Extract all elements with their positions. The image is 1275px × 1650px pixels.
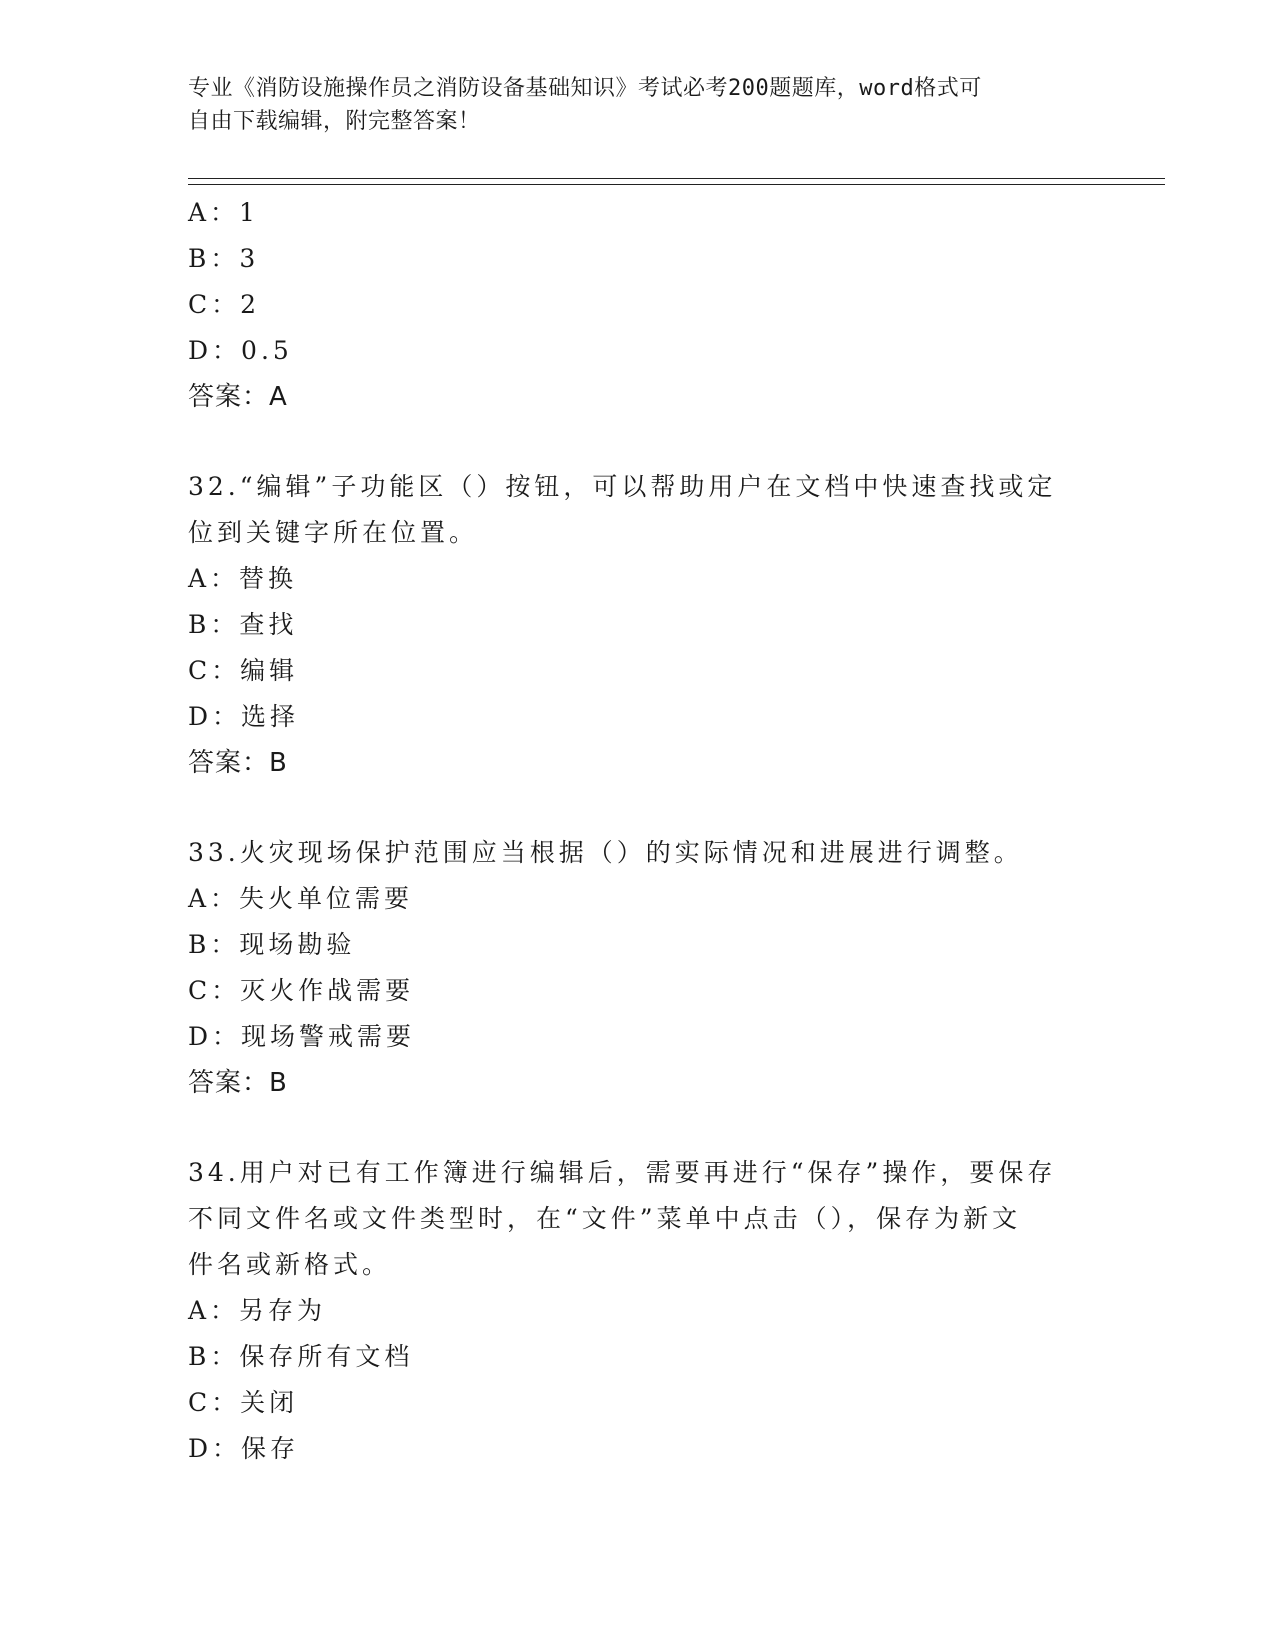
header-line-1: 专业《消防设施操作员之消防设备基础知识》考试必考200题题库，word格式可 [188, 76, 982, 101]
document-body [188, 190, 1088, 1472]
option-c: C：2 [188, 290, 261, 319]
question-31 [188, 190, 1088, 420]
answer: 答案：B [188, 1068, 288, 1098]
header-line-2: 自由下载编辑，附完整答案！ [188, 109, 481, 134]
option-b: B：查找 [188, 610, 298, 639]
header-divider-bottom [188, 184, 1165, 185]
question-32 [188, 464, 1088, 786]
option-c: C：编辑 [188, 656, 299, 685]
option-d: D：现场警戒需要 [188, 1022, 416, 1051]
option-c: C：灭火作战需要 [188, 976, 415, 1005]
question-stem-line: 33.火灾现场保护范围应当根据（）的实际情况和进展进行调整。 [188, 838, 1023, 867]
option-d: D：选择 [188, 702, 300, 731]
question-stem-line: 不同文件名或文件类型时，在“文件”菜单中点击（），保存为新文 [188, 1204, 1022, 1233]
option-b: B：保存所有文档 [188, 1342, 414, 1371]
option-b: B：现场勘验 [188, 930, 356, 959]
question-stem-line: 件名或新格式。 [188, 1250, 392, 1279]
option-d: D：0.5 [188, 336, 293, 365]
question-stem-line: 位到关键字所在位置。 [188, 518, 479, 547]
option-b: B：3 [188, 244, 260, 273]
option-a: A：替换 [188, 564, 298, 593]
option-a: A：失火单位需要 [188, 884, 414, 913]
option-a: A：1 [188, 198, 259, 227]
answer: 答案：A [188, 382, 288, 412]
document-header [188, 72, 1068, 138]
answer: 答案：B [188, 748, 288, 778]
header-divider-top [188, 178, 1165, 179]
option-a: A：另存为 [188, 1296, 327, 1325]
option-d: D：保存 [188, 1434, 300, 1463]
option-c: C：关闭 [188, 1388, 299, 1417]
question-34 [188, 1150, 1088, 1472]
question-33 [188, 830, 1088, 1106]
question-stem-line: 34.用户对已有工作簿进行编辑后，需要再进行“保存”操作，要保存 [188, 1158, 1057, 1187]
question-stem-line: 32.“编辑”子功能区（）按钮，可以帮助用户在文档中快速查找或定 [188, 472, 1057, 501]
